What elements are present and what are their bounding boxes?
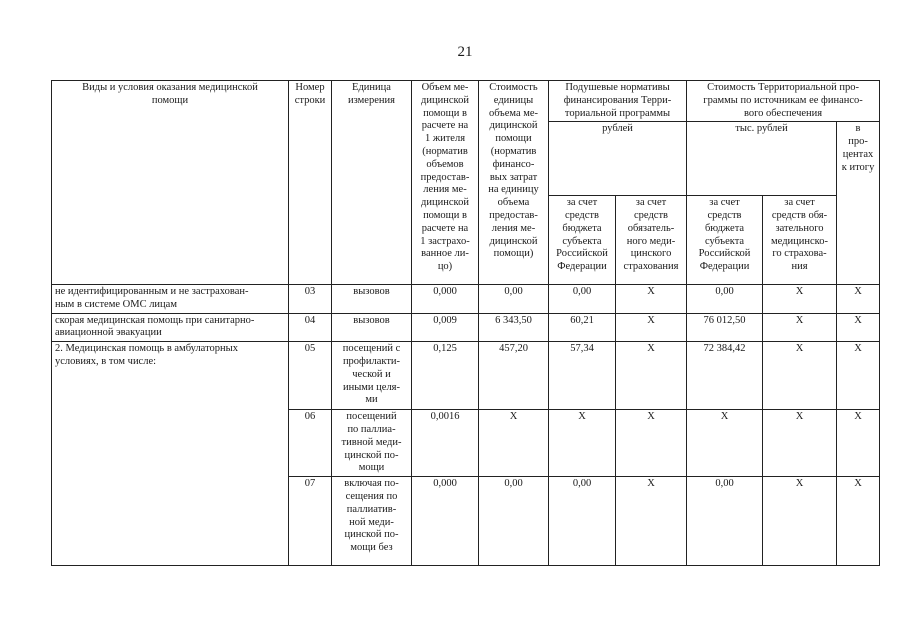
row-volume: 0,000 (412, 477, 479, 566)
row-number: 07 (289, 477, 332, 566)
row-tc-oms: X (763, 477, 837, 566)
header-unit: Единица измерения (332, 81, 412, 285)
row-tc-budget: X (687, 410, 763, 477)
row-volume: 0,009 (412, 313, 479, 342)
row-pc-budget: X (549, 410, 616, 477)
header-row-number: Номер строки (289, 81, 332, 285)
row-unit: вызовов (332, 313, 412, 342)
row-tc-oms: X (763, 285, 837, 314)
row-pc-budget: 57,34 (549, 342, 616, 410)
row-tc-oms: X (763, 342, 837, 410)
row-unit-cost: 0,00 (479, 285, 549, 314)
table-row (52, 285, 880, 314)
table-row (52, 313, 880, 342)
row-pc-oms: X (616, 477, 687, 566)
header-pc-budget: за счет средств бюджета субъекта Российской Федерации (549, 196, 616, 285)
row-pc-budget: 60,21 (549, 313, 616, 342)
header-tc-budget: за счет средств бюджета субъекта Российской Федерации (687, 196, 763, 285)
header-unit-cost: Стоимость единицы объема ме- дицинской помощи (норматив финансо- вых затрат на единицу объема предостав- ления ме- дицинской помощи) (479, 81, 549, 285)
row-unit: включая по- сещения по паллиатив- ной меди- цинской по- мощи без (332, 477, 412, 566)
row-tc-oms: X (763, 410, 837, 477)
header-volume: Объем ме- дицинской помощи в расчете на 1 жителя (норматив объемов предостав- ления ме- дицинской помощи в расчете на 1 застрахо- ванное ли- цо) (412, 81, 479, 285)
header-tc-oms: за счет средств обя- зательного медицинско- го страхова- ния (763, 196, 837, 285)
header-rubles: рублей (549, 122, 687, 196)
row-type: 2. Медицинская помощь в амбулаторных условиях, в том числе: (52, 342, 289, 566)
row-volume: 0,125 (412, 342, 479, 410)
row-unit: вызовов (332, 285, 412, 314)
row-volume: 0,000 (412, 285, 479, 314)
table-row (52, 342, 880, 410)
row-unit-cost: 457,20 (479, 342, 549, 410)
row-percent: X (837, 342, 880, 410)
row-percent: X (837, 313, 880, 342)
row-pc-oms: X (616, 410, 687, 477)
row-number: 03 (289, 285, 332, 314)
header-pc-oms: за счет средств обязатель- ного меди- цинского страхования (616, 196, 687, 285)
row-number: 05 (289, 342, 332, 410)
row-type: скорая медицинская помощь при санитарно- авиационной эвакуации (52, 313, 289, 342)
row-unit-cost: X (479, 410, 549, 477)
header-thousand-rubles: тыс. рублей (687, 122, 837, 196)
row-tc-budget: 76 012,50 (687, 313, 763, 342)
row-tc-budget: 0,00 (687, 285, 763, 314)
header-percent-of-total: в про- центах к итогу (837, 122, 880, 285)
row-pc-oms: X (616, 342, 687, 410)
row-unit-cost: 6 343,50 (479, 313, 549, 342)
row-percent: X (837, 285, 880, 314)
financing-table (51, 80, 880, 566)
row-number: 04 (289, 313, 332, 342)
row-pc-budget: 0,00 (549, 285, 616, 314)
row-pc-oms: X (616, 313, 687, 342)
row-unit: посещений по паллиа- тивной меди- цинской по- мощи (332, 410, 412, 477)
row-tc-oms: X (763, 313, 837, 342)
header-type-of-care: Виды и условия оказания медицинской помощи (52, 81, 289, 285)
header-per-capita-group: Подушевые нормативы финансирования Терри- ториальной программы (549, 81, 687, 122)
row-pc-budget: 0,00 (549, 477, 616, 566)
row-percent: X (837, 477, 880, 566)
row-type: не идентифицированным и не застрахован- ным в системе ОМС лицам (52, 285, 289, 314)
header-row-1 (52, 81, 880, 122)
row-tc-budget: 0,00 (687, 477, 763, 566)
row-percent: X (837, 410, 880, 477)
row-unit-cost: 0,00 (479, 477, 549, 566)
header-program-cost-group: Стоимость Территориальной про- граммы по источникам ее финансо- вого обеспечения (687, 81, 880, 122)
row-pc-oms: X (616, 285, 687, 314)
row-unit: посещений с профилакти- ческой и иными целя- ми (332, 342, 412, 410)
row-number: 06 (289, 410, 332, 477)
row-tc-budget: 72 384,42 (687, 342, 763, 410)
page-number: 21 (457, 44, 473, 60)
row-volume: 0,0016 (412, 410, 479, 477)
